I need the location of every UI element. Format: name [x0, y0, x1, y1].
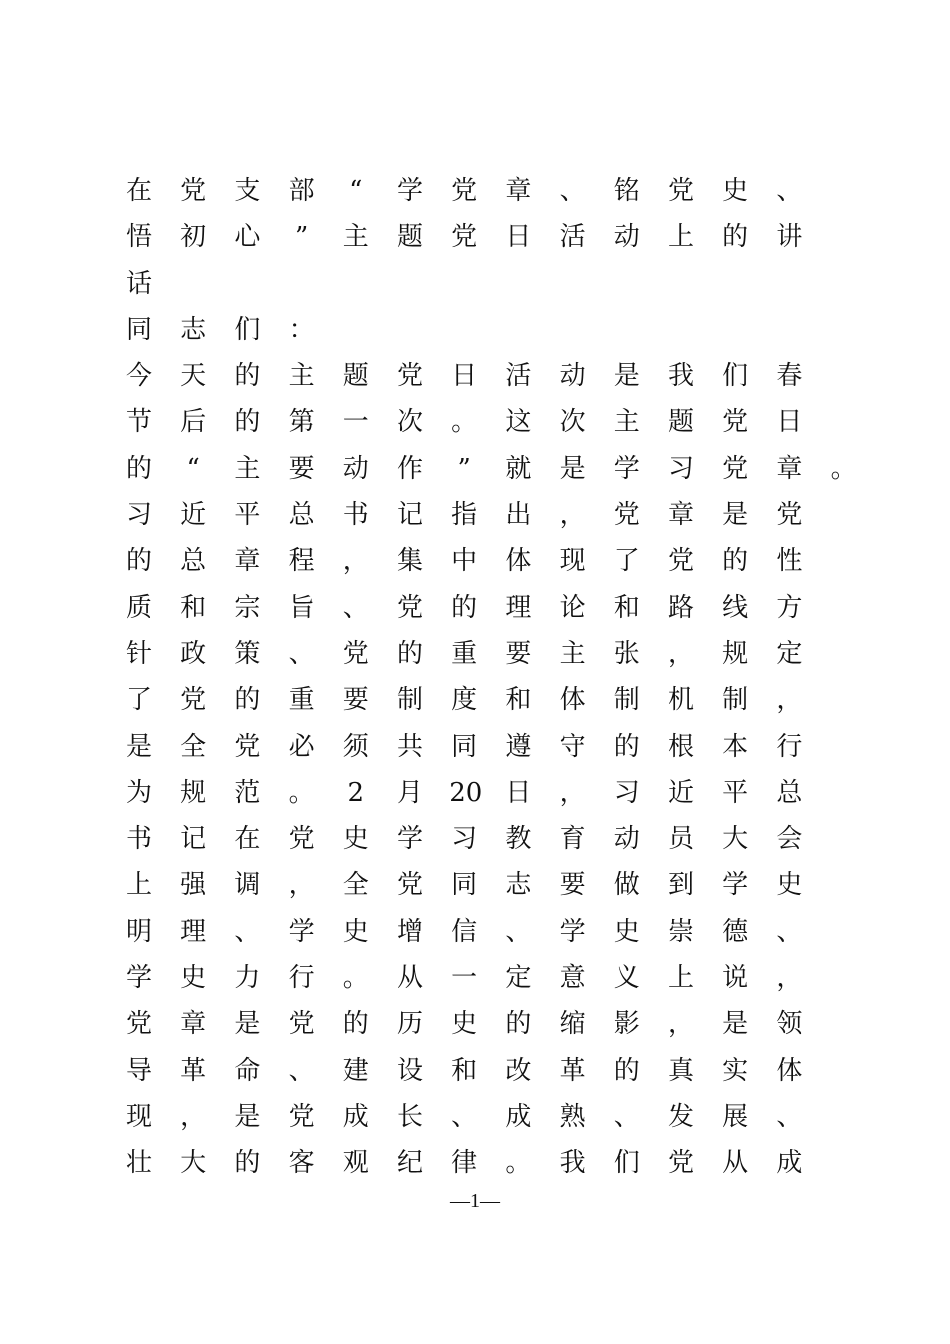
text-line: 的 “ 主 要 动 作 ” 就 是 学 习 党 章 。: [125, 453, 857, 484]
text-line: 今 天 的 主 题 党 日 活 动 是 我 们 春: [125, 361, 803, 392]
text-line: 党 章 是 党 的 历 史 的 缩 影 ， 是 领: [125, 1009, 803, 1040]
document-body: [124, 168, 857, 1187]
text-line: 在 党 支 部 “ 学 党 章 、 铭 党 史 、: [125, 176, 803, 206]
page-number: —1—: [450, 1190, 500, 1212]
text-line: 了 党 的 重 要 制 度 和 体 制 机 制 ，: [125, 685, 803, 716]
text-line: 习 近 平 总 书 记 指 出 ， 党 章 是 党: [125, 500, 803, 531]
text-line: 节 后 的 第 一 次 。 这 次 主 题 党 日: [125, 407, 803, 438]
text-line: 悟 初 心 ” 主 题 党 日 活 动 上 的 讲: [125, 222, 803, 253]
text-line: 的 总 章 程 ， 集 中 体 现 了 党 的 性: [125, 546, 803, 577]
text-line: 上 强 调 ， 全 党 同 志 要 做 到 学 史: [125, 870, 803, 901]
text-line: 明 理 、 学 史 增 信 、 学 史 崇 德 、: [125, 916, 803, 947]
text-line: 针 政 策 、 党 的 重 要 主 张 ， 规 定: [125, 638, 803, 669]
text-line: 导 革 命 、 建 设 和 改 革 的 真 实 体: [125, 1055, 803, 1086]
text-line: 同 志 们 ：: [125, 314, 315, 345]
text-line: 质 和 宗 旨 、 党 的 理 论 和 路 线 方: [125, 592, 803, 623]
text-line: 为 规 范 。 2 月 20 日 ， 习 近 平 总: [125, 777, 803, 808]
text-line: 书 记 在 党 史 学 习 教 育 动 员 大 会: [125, 824, 803, 855]
text-line: 现 ， 是 党 成 长 、 成 熟 、 发 展 、: [125, 1101, 803, 1132]
text-line: 是 全 党 必 须 共 同 遵 守 的 根 本 行: [125, 731, 803, 762]
text-line: 学 史 力 行 。 从 一 定 意 义 上 说 ，: [125, 963, 803, 994]
text-line: 话: [125, 268, 152, 299]
text-line: 壮 大 的 客 观 纪 律 。 我 们 党 从 成: [125, 1148, 803, 1179]
